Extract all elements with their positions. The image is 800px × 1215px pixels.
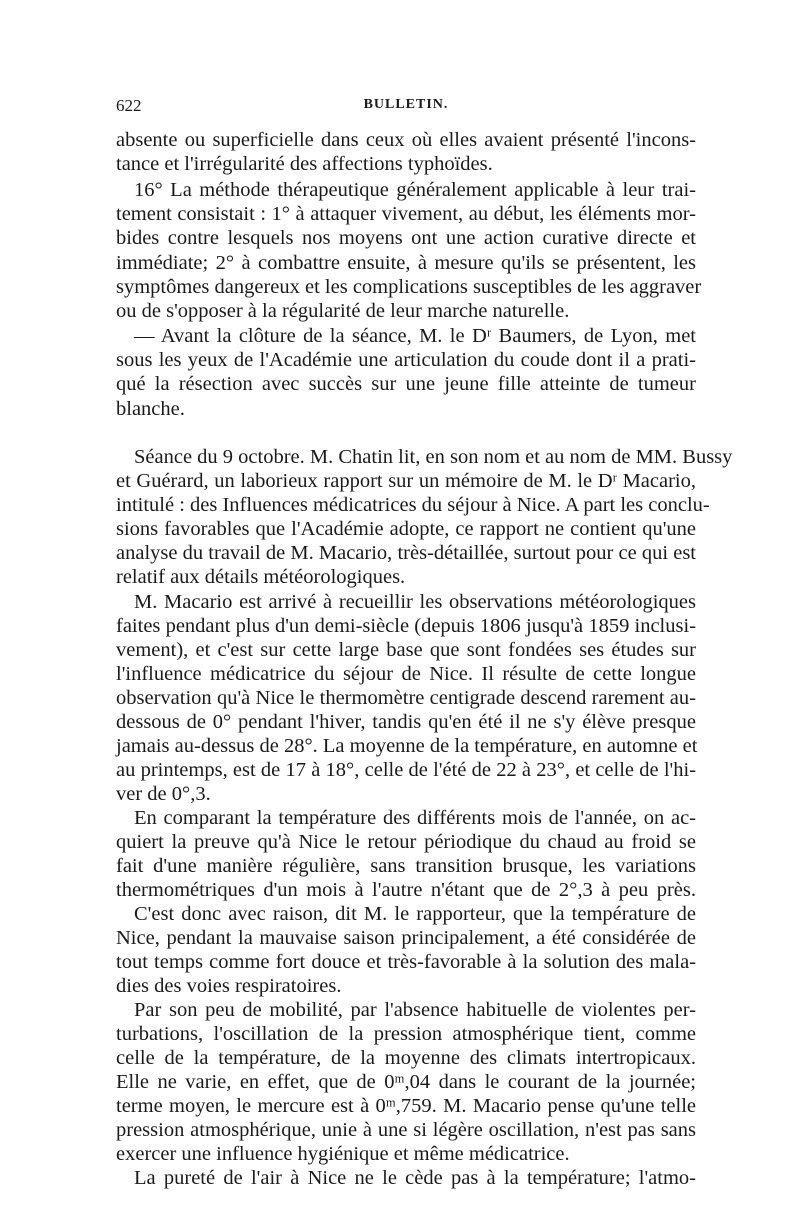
text-line: pression atmosphérique, unie à une si légère oscillation, n'est pas sans bbox=[116, 1119, 696, 1141]
text-line: celle de la température, de la moyenne des climats intertropicaux. bbox=[116, 1047, 696, 1069]
text-line: turbations, l'oscillation de la pression atmosphérique tient, comme bbox=[116, 1023, 696, 1045]
text-line: sous les yeux de l'Académie une articulation du coude dont il a prati- bbox=[116, 349, 696, 371]
text-line: exercer une influence hygiénique et même médicatrice. bbox=[116, 1143, 570, 1165]
text-line: vement), et c'est sur cette large base que sont fondées ses études sur bbox=[116, 639, 696, 661]
text-line: C'est donc avec raison, dit M. le rapporteur, que la température de bbox=[134, 903, 696, 925]
text-line: sions favorables que l'Académie adopte, ce rapport ne contient qu'une bbox=[116, 518, 696, 540]
text-line: au printemps, est de 17 à 18°, celle de l'été de 22 à 23°, et celle de l'hi- bbox=[116, 759, 696, 781]
text-line: 16° La méthode thérapeutique généralement applicable à leur trai- bbox=[134, 179, 696, 201]
page-header bbox=[116, 96, 696, 122]
text-line: Elle ne varie, en effet, que de 0ᵐ,04 dans le courant de la journée; bbox=[116, 1071, 696, 1093]
text-line: observation qu'à Nice le thermomètre centigrade descend rarement au- bbox=[116, 687, 696, 709]
text-line: tance et l'irrégularité des affections typhoïdes. bbox=[116, 153, 493, 175]
text-line: absente ou superficielle dans ceux où elles avaient présenté l'incons- bbox=[116, 129, 696, 151]
text-line: tement consistait : 1° à attaquer vivement, au début, les éléments mor- bbox=[116, 203, 696, 225]
text-line: ver de 0°,3. bbox=[116, 783, 211, 805]
text-line: dies des voies respiratoires. bbox=[116, 975, 342, 997]
text-line: Séance du 9 octobre. M. Chatin lit, en son nom et au nom de MM. Bussy bbox=[134, 446, 733, 468]
text-line: terme moyen, le mercure est à 0ᵐ,759. M. Macario pense qu'une telle bbox=[116, 1095, 696, 1117]
text-line: analyse du travail de M. Macario, très-détaillée, surtout pour ce qui est bbox=[116, 542, 696, 564]
text-line: faites pendant plus d'un demi-siècle (depuis 1806 jusqu'à 1859 inclusi- bbox=[116, 615, 696, 637]
text-line: qué la résection avec succès sur une jeune fille atteinte de tumeur bbox=[116, 373, 696, 395]
text-line: relatif aux détails météorologiques. bbox=[116, 566, 406, 588]
text-line: ou de s'opposer à la régularité de leur marche naturelle. bbox=[116, 300, 570, 322]
text-line: Nice, pendant la mauvaise saison principalement, a été considérée de bbox=[116, 927, 696, 949]
text-line: En comparant la température des différents mois de l'année, on ac- bbox=[134, 807, 696, 829]
text-line: et Guérard, un laborieux rapport sur un mémoire de M. le Dʳ Macario, bbox=[116, 470, 696, 492]
text-line: intitulé : des Influences médicatrices du séjour à Nice. A part les conclu- bbox=[116, 494, 710, 516]
running-head: BULLETIN. bbox=[363, 97, 449, 112]
text-line: La pureté de l'air à Nice ne le cède pas à la température; l'atmo- bbox=[134, 1167, 696, 1189]
text-line: symptômes dangereux et les complications susceptibles de les aggraver bbox=[116, 276, 702, 298]
text-line: bides contre lesquels nos moyens ont une action curative directe et bbox=[116, 227, 696, 249]
text-line: dessous de 0° pendant l'hiver, tandis qu'en été il ne s'y élève presque bbox=[116, 711, 696, 733]
text-line: — Avant la clôture de la séance, M. le Dʳ Baumers, de Lyon, met bbox=[134, 325, 696, 347]
text-line: quiert la preuve qu'à Nice le retour périodique du chaud au froid se bbox=[116, 831, 696, 853]
text-line: jamais au-dessus de 28°. La moyenne de la température, en automne et bbox=[116, 735, 698, 757]
text-line: fait d'une manière régulière, sans transition brusque, les variations bbox=[116, 855, 696, 877]
text-line: l'influence médicatrice du séjour de Nice. Il résulte de cette longue bbox=[116, 663, 696, 685]
text-line: Par son peu de mobilité, par l'absence habituelle de violentes per- bbox=[134, 999, 696, 1021]
text-line: thermométriques d'un mois à l'autre n'étant que de 2°,3 à peu près. bbox=[116, 879, 696, 901]
text-line: blanche. bbox=[116, 398, 185, 420]
text-line: M. Macario est arrivé à recueillir les observations météorologiques bbox=[134, 591, 696, 613]
text-line: tout temps comme fort douce et très-favorable à la solution des mala- bbox=[116, 951, 696, 973]
page-number: 622 bbox=[116, 96, 142, 115]
text-line: immédiate; 2° à combattre ensuite, à mesure qu'ils se présentent, les bbox=[116, 252, 696, 274]
